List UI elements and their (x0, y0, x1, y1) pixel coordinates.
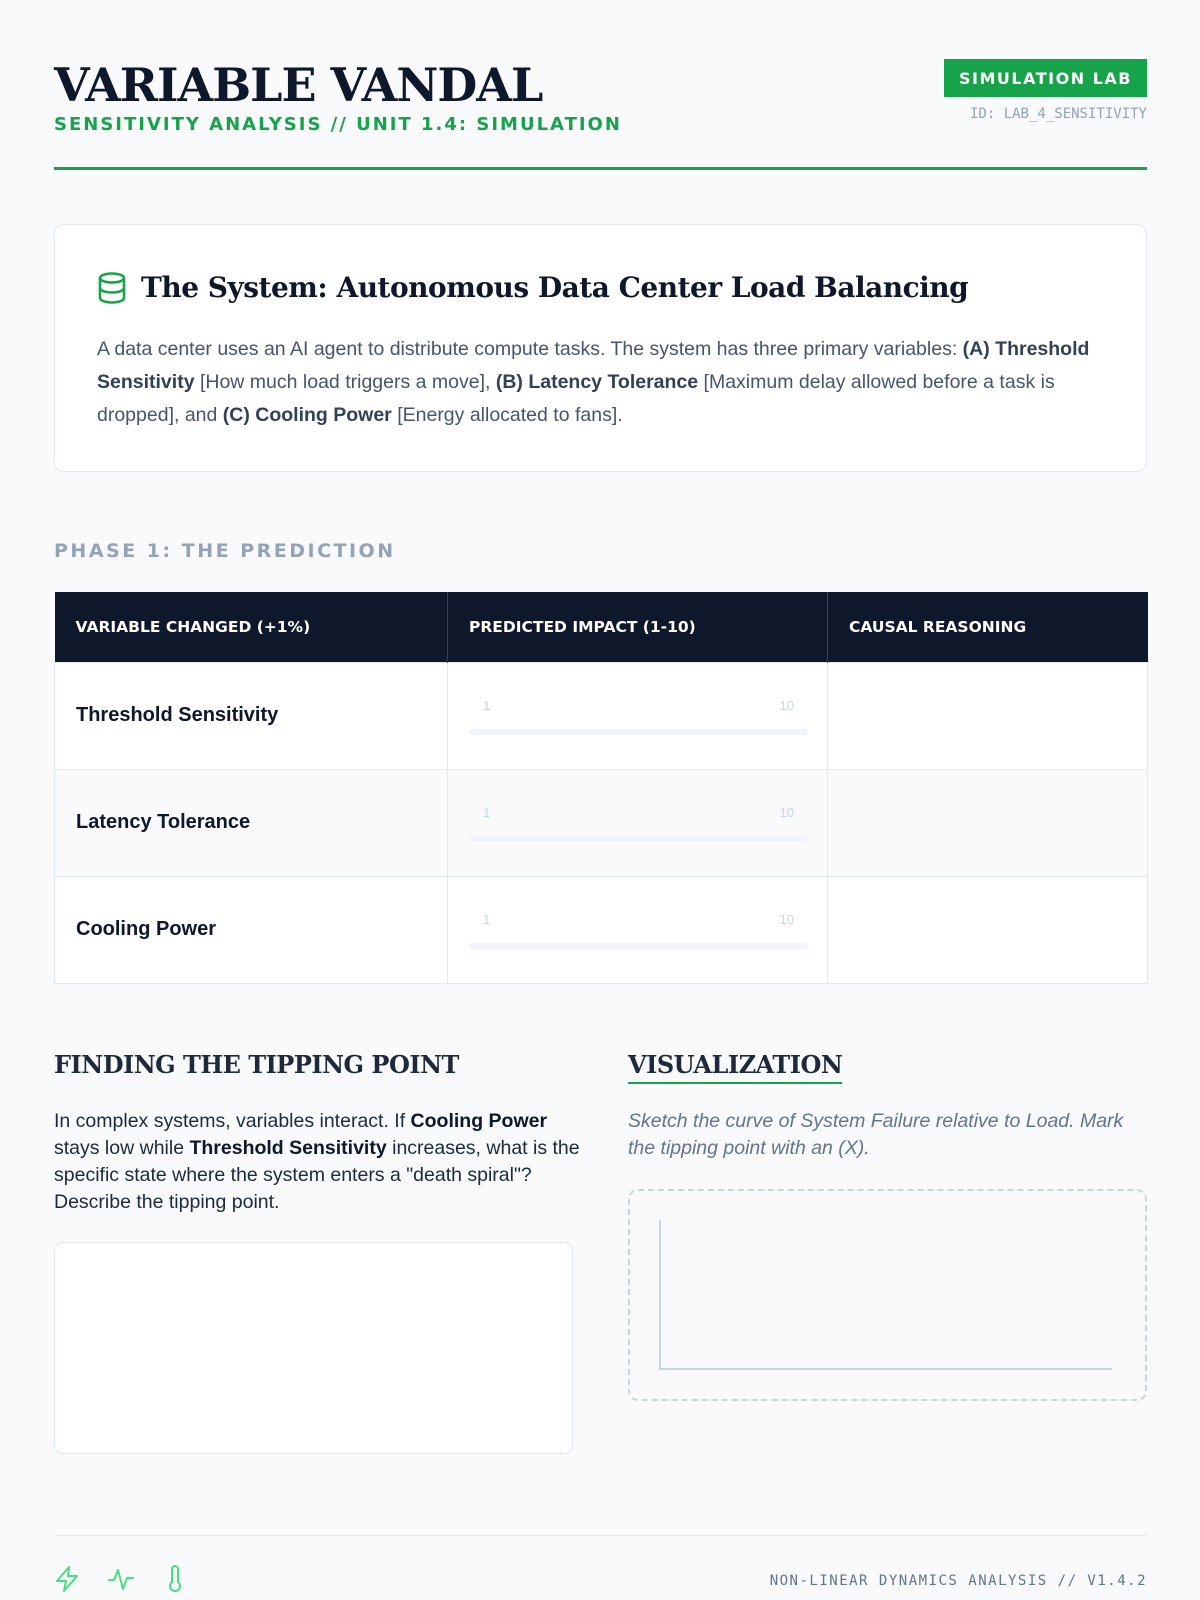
column-header-impact: PREDICTED IMPACT (1-10) (448, 592, 828, 662)
page-title: VARIABLE VANDAL (54, 58, 543, 112)
variable-a-description: [How much load triggers a move], (194, 371, 496, 393)
tipping-point-answer-box[interactable] (54, 1242, 573, 1454)
table-row (55, 662, 1148, 769)
impact-cell (448, 876, 828, 983)
table-header-row (55, 592, 1148, 662)
table-row (55, 876, 1148, 983)
variable-b-description: [Maximum delay allowed before a task is dropped], and (97, 371, 1055, 426)
column-header-variable: VARIABLE CHANGED (+1%) (55, 592, 448, 662)
prompt-text: increases, what is the specific state where the system enters a "death spiral"? Describe the tipping point. (54, 1137, 580, 1213)
variable-cell (55, 876, 448, 983)
card-header (97, 271, 968, 304)
tipping-point-prompt (54, 1108, 582, 1216)
visualization-title: VISUALIZATION (628, 1050, 842, 1084)
card-title: The System: Autonomous Data Center Load Balancing (141, 271, 969, 304)
impact-scale[interactable] (469, 696, 808, 736)
impact-cell (448, 769, 828, 876)
variable-c-label: (C) Cooling Power (222, 404, 392, 426)
scale-max-label: 10 (779, 911, 794, 927)
variable-c-description: [Energy allocated to fans]. (391, 404, 623, 426)
reasoning-cell[interactable] (828, 662, 1148, 769)
page-header (54, 58, 1147, 170)
scale-track[interactable] (469, 729, 808, 735)
reasoning-cell[interactable] (828, 769, 1148, 876)
variable-cell (55, 769, 448, 876)
scale-max-label: 10 (779, 697, 794, 713)
scale-track[interactable] (469, 943, 808, 949)
scale-max-label: 10 (779, 804, 794, 820)
simulation-lab-badge: SIMULATION LAB (944, 59, 1147, 97)
sketch-x-axis (659, 1368, 1112, 1370)
variable-cell (55, 662, 448, 769)
column-header-reasoning: CAUSAL REASONING (828, 592, 1148, 662)
footer-version-text: NON-LINEAR DYNAMICS ANALYSIS // V1.4.2 (769, 1573, 1147, 1589)
reasoning-cell[interactable] (828, 876, 1148, 983)
prediction-table (54, 592, 1148, 984)
tipping-point-title: FINDING THE TIPPING POINT (54, 1050, 459, 1079)
page-footer (54, 1535, 1147, 1600)
scale-min-label: 1 (483, 911, 491, 927)
lightning-icon (54, 1565, 80, 1593)
impact-scale[interactable] (469, 910, 808, 950)
document-id: ID: LAB_4_SENSITIVITY (969, 106, 1147, 122)
variable-name: Threshold Sensitivity (76, 704, 279, 726)
impact-scale[interactable] (469, 803, 808, 843)
thermometer-icon (162, 1565, 188, 1593)
table-row (55, 769, 1148, 876)
variable-name: Cooling Power (76, 918, 216, 940)
system-description (97, 333, 1107, 432)
system-description-card (54, 224, 1147, 472)
scale-min-label: 1 (483, 697, 491, 713)
impact-cell (448, 662, 828, 769)
scale-track[interactable] (469, 836, 808, 842)
prompt-text: In complex systems, variables interact. If (54, 1110, 411, 1132)
description-intro: A data center uses an AI agent to distribute compute tasks. The system has three primary variables: (97, 338, 963, 360)
prompt-text: stays low while (54, 1137, 190, 1159)
footer-icons (54, 1565, 216, 1593)
prompt-bold-cooling-power: Cooling Power (410, 1110, 548, 1132)
scale-min-label: 1 (483, 804, 491, 820)
prompt-bold-threshold-sensitivity: Threshold Sensitivity (189, 1137, 387, 1159)
variable-a-label: (A) Threshold Sensitivity (97, 338, 1090, 393)
worksheet-page (54, 0, 1147, 1600)
phase-1-label: PHASE 1: THE PREDICTION (54, 540, 396, 562)
database-icon (97, 272, 127, 304)
activity-icon (108, 1565, 134, 1593)
sketch-y-axis (659, 1220, 661, 1370)
sketch-area[interactable] (628, 1189, 1147, 1401)
variable-b-label: (B) Latency Tolerance (495, 371, 699, 393)
page-subtitle: SENSITIVITY ANALYSIS // UNIT 1.4: SIMULATION (54, 114, 622, 135)
visualization-instructions: Sketch the curve of System Failure relative to Load. Mark the tipping point with an (X). (628, 1110, 1124, 1159)
variable-name: Latency Tolerance (76, 811, 251, 833)
